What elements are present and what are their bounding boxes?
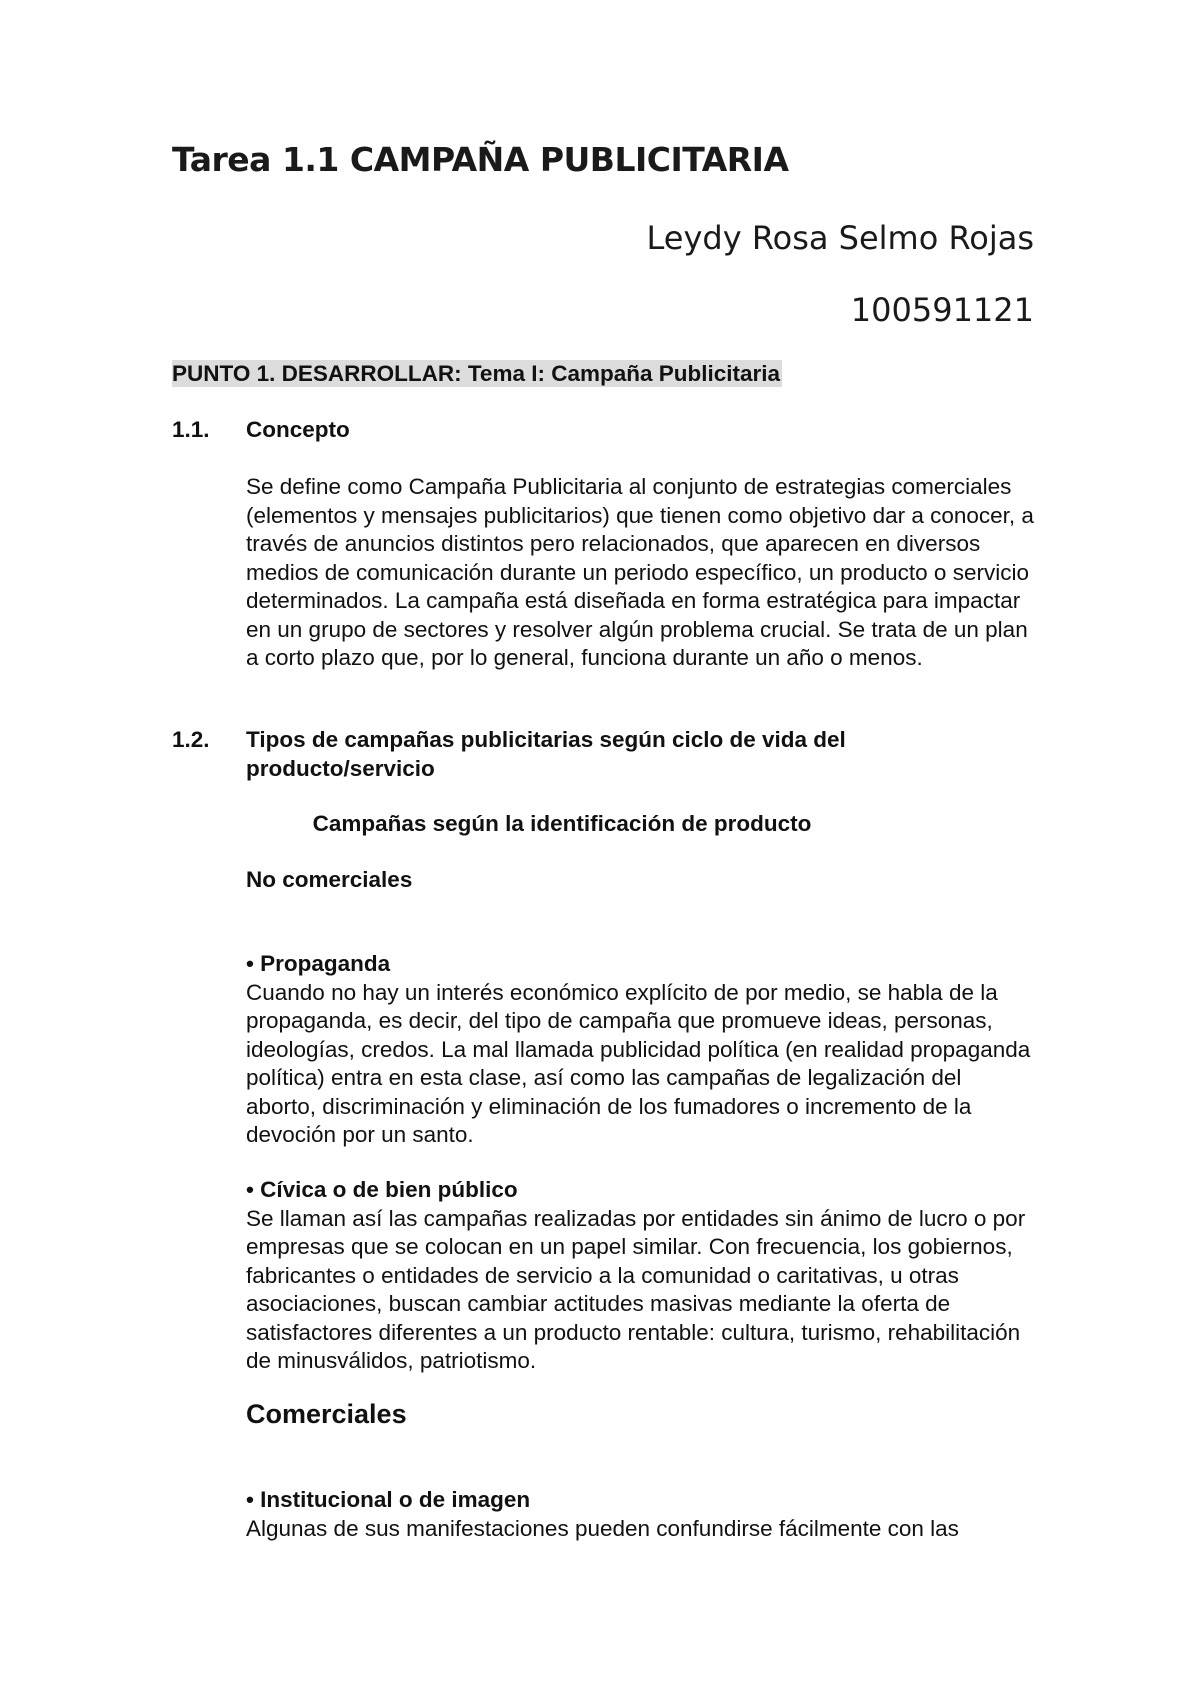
punto-heading [172,360,782,389]
section-number-1-2: 1.2. [172,727,210,752]
center-heading-identificacion: Campañas según la identificación de producto [312,811,812,836]
propaganda-title: • Propaganda [246,951,391,976]
section-title-tipos: Tipos de campañas publicitarias según ciclo de vida del producto/servicio [246,727,846,781]
institucional-block [246,1486,1036,1543]
institucional-body: Algunas de sus manifestaciones pueden confundirse fácilmente con las [246,1515,959,1541]
civica-title: • Cívica o de bien público [246,1177,518,1202]
concepto-paragraph: Se define como Campaña Publicitaria al conjunto de estrategias comerciales (elementos y mensajes publicitarios) que tienen como objetivo dar a conocer, a través de anuncios distintos pero relacionados, que aparecen en diversos medios de comunicación durante un periodo específico, un producto o servicio determinados. La campaña está diseñada en forma estratégica para impactar en un grupo de sectores y resolver algún problema crucial. Se trata de un plan a corto plazo que, por lo general, funciona durante un año o menos. [246,474,1034,670]
document-title: Tarea 1.1 CAMPAÑA PUBLICITARIA [172,140,789,179]
heading-no-comerciales: No comerciales [246,867,413,892]
punto-highlight: PUNTO 1. DESARROLLAR: Tema I: Campaña Publicitaria [172,361,781,386]
section-title-concepto: Concepto [246,417,350,442]
author-name: Leydy Rosa Selmo Rojas [646,219,1034,257]
propaganda-body: Cuando no hay un interés económico explícito de por medio, se habla de la propaganda, es decir, del tipo de campaña que promueve ideas, personas, ideologías, credos. La mal llamada publicidad política (en realidad propaganda política) entra en esta clase, así como las campañas de legalización del aborto, discriminación y eliminación de los fumadores o incremento de la devoción por un santo. [246,979,1031,1147]
propaganda-block [246,950,1036,1150]
civica-body: Se llaman así las campañas realizadas por entidades sin ánimo de lucro o por empresas que se colocan en un papel similar. Con frecuencia, los gobiernos, fabricantes o entidades de servicio a la comunidad o caritativas, u otras asociaciones, buscan cambiar actitudes masivas mediante la oferta de satisfactores diferentes a un producto rentable: cultura, turismo, rehabilitación de minusválidos, patriotismo. [246,1205,1026,1373]
civica-block [246,1176,1036,1376]
section-number-1-1: 1.1. [172,417,210,442]
heading-comerciales: Comerciales [246,1399,407,1429]
institucional-title: • Institucional o de imagen [246,1487,531,1512]
student-id: 100591121 [850,291,1034,329]
